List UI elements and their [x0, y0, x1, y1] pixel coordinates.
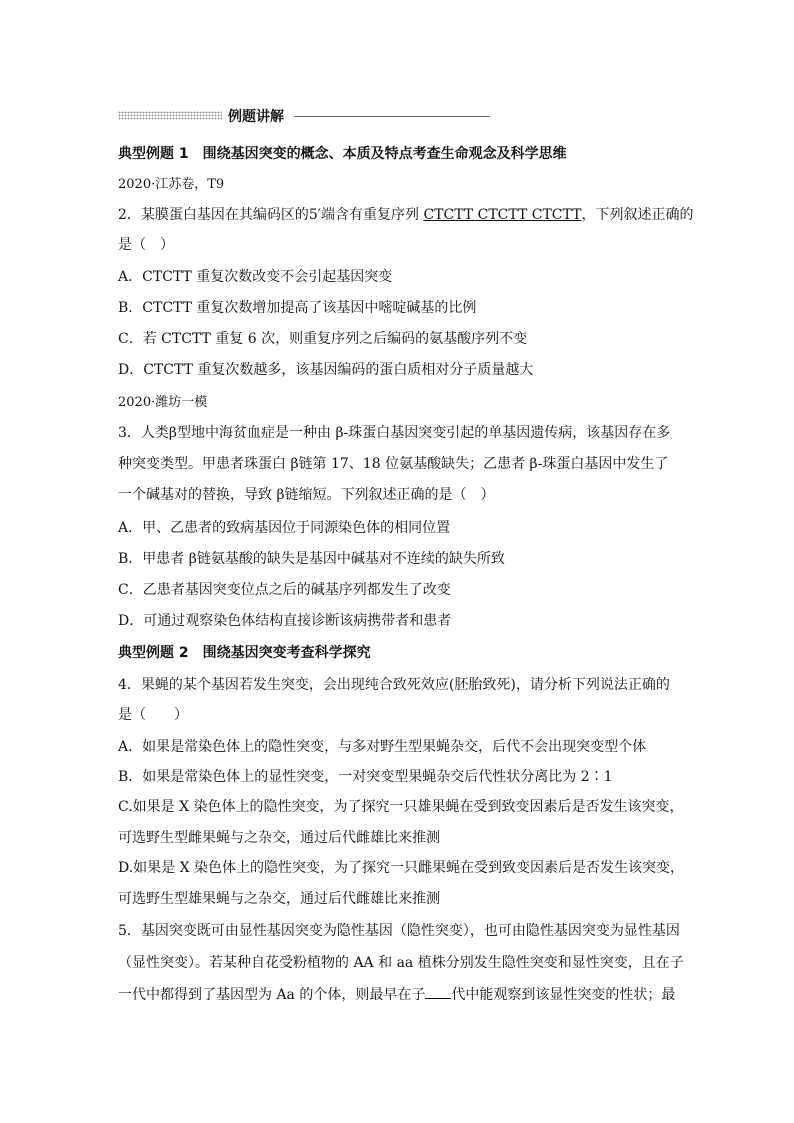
header-rule — [294, 116, 490, 117]
q5-stem-line-2: （显性突变）。若某种自花受粉植物的 AA 和 aa 植株分别发生隐性突变和显性突变，且在子 — [118, 955, 684, 971]
example-1-title: 典型例题 1 围绕基因突变的概念、本质及特点考查生命观念及科学思维 — [118, 146, 567, 162]
section-header-label: 例题讲解 — [228, 109, 284, 125]
answer-blank — [425, 984, 451, 999]
section-header — [118, 108, 490, 126]
q5-stem-text: 一代中都得到了基因型为 Aa 的个体，则最早在子 — [118, 987, 426, 1003]
q3-stem-line-1: 3．人类β型地中海贫血症是一种由 β-珠蛋白基因突变引起的单基因遗传病，该基因存在多 — [118, 425, 671, 441]
q3-stem-line-3: 一个碱基对的替换，导致 β链缩短。下列叙述正确的是（ ） — [118, 487, 495, 503]
q4-option-a: A．如果是常染色体上的隐性突变，与多对野生型果蝇杂交，后代不会出现突变型个体 — [118, 739, 647, 755]
q2-stem-text: 2．某膜蛋白基因在其编码区的5′端含有重复序列 — [118, 207, 424, 223]
q2-stem-line-2: 是（ ） — [118, 237, 174, 253]
q2-option-a: A．CTCTT 重复次数改变不会引起基因突变 — [118, 269, 393, 285]
example-2-title: 典型例题 2 围绕基因突变考查科学探究 — [118, 645, 371, 661]
q2-source: 2020·江苏卷，T9 — [118, 177, 225, 192]
q2-stem-line-1 — [118, 205, 693, 225]
q2-option-d: D．CTCTT 重复次数越多，该基因编码的蛋白质相对分子质量越大 — [118, 362, 534, 378]
q4-option-b: B．如果是常染色体上的显性突变，一对突变型果蝇杂交后代性状分离比为 2∶1 — [118, 769, 613, 785]
q2-option-c: C．若 CTCTT 重复 6 次，则重复序列之后编码的氨基酸序列不变 — [118, 331, 528, 347]
q2-stem-text-end: ，下列叙述正确的 — [581, 207, 694, 223]
q4-option-c-line-1: C.如果是 X 染色体上的隐性突变，为了探究一只雄果蝇在受到致变因素后是否发生该突变， — [118, 799, 684, 815]
q4-option-d-line-2: 可选野生型雄果蝇与之杂交，通过后代雌雄比来推测 — [118, 891, 440, 907]
q3-stem-line-2: 种突变类型。甲患者珠蛋白 β链第 17、18 位氨基酸缺失；乙患者 β-珠蛋白基因中发生了 — [118, 456, 669, 472]
q3-source: 2020·潍坊一模 — [118, 395, 208, 410]
q5-stem-line-1: 5．基因突变既可由显性基因突变为隐性基因（隐性突变），也可由隐性基因突变为显性基因 — [118, 923, 680, 939]
q3-option-d: D．可通过观察染色体结构直接诊断该病携带者和患者 — [118, 613, 452, 629]
q3-option-b: B．甲患者 β链氨基酸的缺失是基因中碱基对不连续的缺失所致 — [118, 551, 505, 567]
dotted-decoration — [118, 111, 222, 120]
q5-stem-line-3 — [118, 984, 675, 1005]
q2-option-b: B．CTCTT 重复次数增加提高了该基因中嘧啶碱基的比例 — [118, 300, 477, 316]
q5-stem-text-end: 代中能观察到该显性突变的性状；最 — [451, 987, 676, 1003]
q3-option-a: A．甲、乙患者的致病基因位于同源染色体的相同位置 — [118, 520, 451, 536]
q3-option-c: C．乙患者基因突变位点之后的碱基序列都发生了改变 — [118, 582, 451, 598]
q4-option-c-line-2: 可选野生型雌果蝇与之杂交，通过后代雌雄比来推测 — [118, 830, 440, 846]
q2-repeat-sequence: CTCTT CTCTT CTCTT — [423, 207, 582, 223]
q4-stem-line-2: 是（ ） — [118, 707, 188, 723]
q4-option-d-line-1: D.如果是 X 染色体上的隐性突变，为了探究一只雌果蝇在受到致变因素后是否发生该突变， — [118, 860, 685, 876]
q4-stem-line-1: 4．果蝇的某个基因若发生突变，会出现纯合致死效应(胚胎致死)，请分析下列说法正确的 — [118, 677, 670, 693]
